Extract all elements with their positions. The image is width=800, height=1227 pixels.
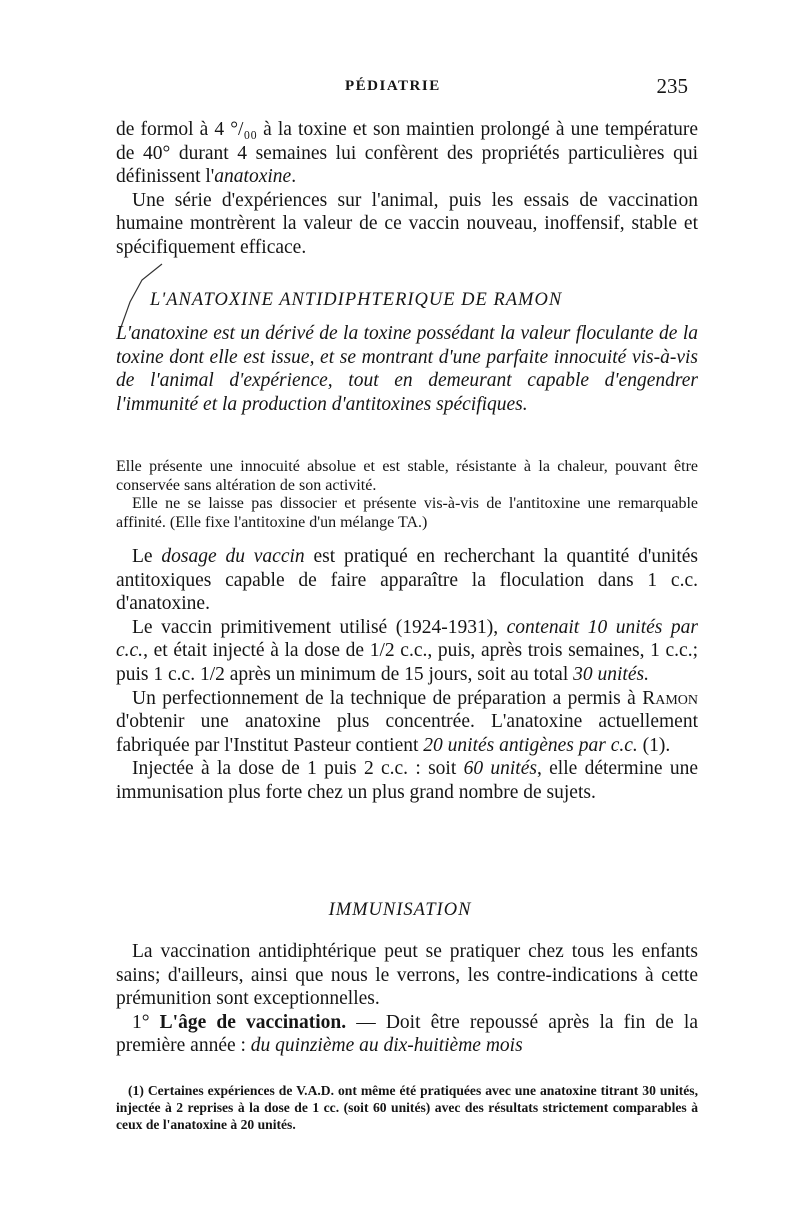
- dosage-paragraph-1: [116, 545, 698, 616]
- immunisation-paragraph-1: La vaccination antidiphtérique peut se pratiquer chez tous les enfants sains; d'ailleurs, ainsi que nous le verrons, les contre-indications à cette prémunition sont exceptionnelles.: [116, 941, 698, 1010]
- dosage-block: [116, 545, 698, 805]
- footnote: [116, 1082, 698, 1133]
- item-italic: du quinzième au dix-huitième mois: [250, 1035, 523, 1057]
- item-text: — Doit être repoussé après la fin de la première année :: [116, 1011, 698, 1057]
- item-number: 1°: [132, 1011, 150, 1033]
- intro-p1-text: de formol à 4 °/₀₀ à la toxine et son maintien prolongé à une température de 40° durant 4 semaines lui confèrent des propriétés particulières qui définissent l': [116, 119, 698, 188]
- intro-p1-end: .: [291, 166, 297, 188]
- section-heading-anatoxine: L'ANATOXINE ANTIDIPHTERIQUE DE RAMON: [150, 290, 563, 310]
- intro-paragraph-1: [116, 118, 698, 189]
- dosage-p4-italic: 60 unités: [463, 758, 537, 780]
- small-print-block: [116, 458, 698, 532]
- immunisation-block: [116, 940, 698, 1058]
- dosage-p1-end: est pratiqué en recherchant la quantité d'unités antitoxiques capable de faire apparaître la floculation dans 1 c.c. d'anatoxine.: [116, 546, 698, 615]
- dosage-p3-text: Un perfectionnement de la technique de préparation a permis à: [132, 687, 643, 709]
- dosage-p4-end: , elle détermine une immunisation plus forte chez un plus grand nombre de sujets.: [116, 758, 698, 803]
- definition-paragraph: L'anatoxine est un dérivé de la toxine possédant la valeur floculante de la toxine dont elle est issue, et se montrant d'une parfaite innocuité vis-à-vis de l'animal d'expérience, tout en demeurant capable d'engendrer l'immunité et la production d'antitoxines spécifiques.: [116, 323, 698, 415]
- dosage-p3-italic: 20 unités antigènes par c.c.: [423, 734, 638, 756]
- dosage-p4-text: Injectée à la dose de 1 puis 2 c.c. : soit: [132, 758, 464, 780]
- item-title: L'âge de vaccination.: [159, 1011, 347, 1033]
- author-name-ramon: Ramon: [642, 687, 698, 709]
- dosage-p1-italic: dosage du vaccin: [161, 546, 305, 567]
- intro-p1-italic: anatoxine: [214, 166, 292, 188]
- small-paragraph-1: Elle présente une innocuité absolue et est stable, résistante à la chaleur, pouvant être conservée sans altération de son activité.: [116, 458, 698, 494]
- small-paragraph-2: Elle ne se laisse pas dissocier et présente vis-à-vis de l'antitoxine une remarquable affinité. (Elle fixe l'antitoxine d'un mélange TA.): [116, 495, 698, 531]
- dosage-p2-text: Le vaccin primitivement utilisé (1924-1931),: [132, 616, 507, 638]
- dosage-p2-italic-2: 30 unités.: [573, 663, 649, 685]
- dosage-p3-mid: d'obtenir une anatoxine plus concentrée. L'anatoxine actuellement fabriquée par l'Institut Pasteur contient: [116, 711, 698, 756]
- running-head: PÉDIATRIE: [345, 78, 441, 94]
- dosage-p2-italic: contenait 10 unités par c.c.: [116, 616, 699, 662]
- section-heading-immunisation: IMMUNISATION: [328, 900, 472, 920]
- dosage-paragraph-3: [116, 687, 698, 758]
- immunisation-paragraph-2: [116, 1011, 698, 1058]
- page-header: [0, 74, 800, 102]
- intro-block: [116, 118, 698, 260]
- dosage-paragraph-2: [116, 616, 698, 687]
- page-number: 235: [656, 74, 688, 98]
- intro-paragraph-2: Une série d'expériences sur l'animal, puis les essais de vaccination humaine montrèrent la valeur de ce vaccin nouveau, inoffensif, stable et spécifiquement efficace.: [116, 189, 698, 258]
- dosage-p1-text: Le: [132, 546, 162, 567]
- footnote-text: (1) Certaines expériences de V.A.D. ont même été pratiquées avec une anatoxine titrant 30 unités, injectée à 2 reprises à la dose de 1 cc. (soit 60 unités) avec des résultats strictement comparables à ceux de l'anatoxine à 20 unités.: [116, 1083, 698, 1132]
- dosage-paragraph-4: [116, 757, 698, 804]
- dosage-p2-mid: , et était injecté à la dose de 1/2 c.c., puis, après trois semaines, 1 c.c.; puis 1 c.c. 1/2 après un minimum de 15 jours, soit au total: [116, 640, 698, 685]
- footnote-ref: (1).: [637, 734, 671, 756]
